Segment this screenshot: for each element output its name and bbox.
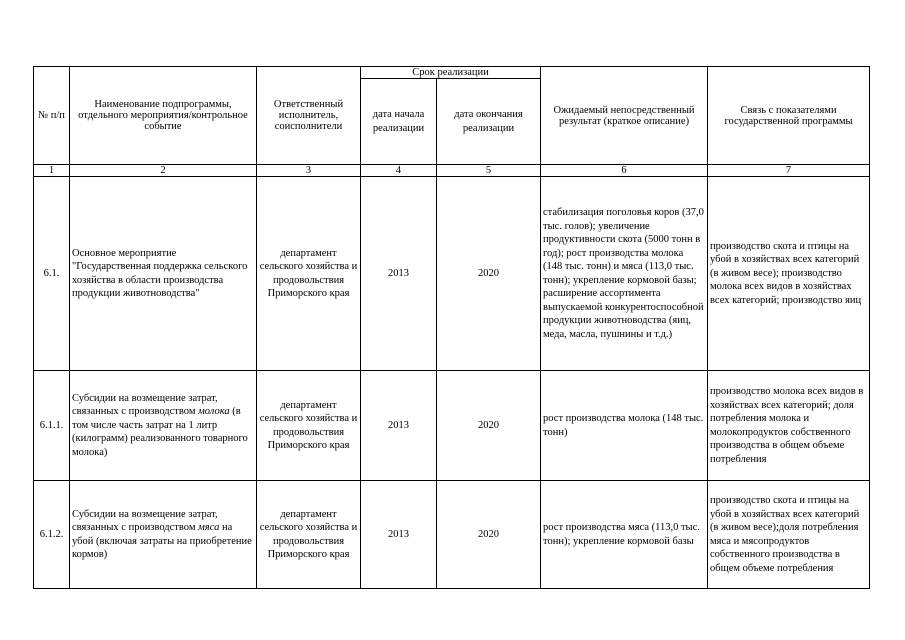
table-row: [34, 371, 870, 481]
row-link: производство скота и птицы на убой в хозяйствах всех категорий (в живом весе); производство молока всех видов в хозяйствах всех категорий; производство яиц: [708, 177, 870, 371]
row-name: [70, 481, 257, 589]
row-executor: департамент сельского хозяйства и продовольствия Приморского края: [257, 481, 361, 589]
column-number: 7: [708, 165, 870, 177]
header-result: Ожидаемый непосредственный результат (краткое описание): [541, 67, 708, 165]
row-end: 2020: [437, 481, 541, 589]
row-start: 2013: [361, 177, 437, 371]
column-number: 4: [361, 165, 437, 177]
row-link: производство скота и птицы на убой в хозяйствах всех категорий (в живом весе);доля потребления мяса и мясопродуктов собственного производства в общем объеме потребления: [708, 481, 870, 589]
row-num: 6.1.: [34, 177, 70, 371]
column-number: 1: [34, 165, 70, 177]
table-row: [34, 177, 870, 371]
name-text: Субсидии на возмещение затрат, связанных с производством: [72, 508, 218, 533]
row-start: 2013: [361, 371, 437, 481]
header-link: Связь с показателями государственной программы: [708, 67, 870, 165]
column-number: 3: [257, 165, 361, 177]
name-emphasis: мяса: [198, 522, 220, 533]
row-result: рост производства мяса (113,0 тыс. тонн); укрепление кормовой базы: [541, 481, 708, 589]
row-link: производство молока всех видов в хозяйствах всех категорий; доля потребления молока и молокопродуктов собственного производства в общем объеме потребления: [708, 371, 870, 481]
name-text: на убой (включая затраты на приобретение кормов): [72, 522, 252, 560]
row-num: 6.1.1.: [34, 371, 70, 481]
name-text: (в том числе часть затрат на 1 литр (килограмм) реализованного товарного молока): [72, 406, 248, 458]
column-number: 5: [437, 165, 541, 177]
table-row: [34, 481, 870, 589]
row-result: стабилизация поголовья коров (37,0 тыс. голов); увеличение продуктивности скота (5000 тонн в год); рост производства молока (148 тыс. тонн) и мяса (113,0 тыс. тонн); укрепление кормовой базы; расширение ассортимента выпускаемой конкурентоспособной продукции животноводства (яиц, меда, масла, пушнины и т.д.): [541, 177, 708, 371]
header-start: дата начала реализации: [361, 79, 437, 165]
row-result: рост производства молока (148 тыс. тонн): [541, 371, 708, 481]
header-term-group: Срок реализации: [361, 67, 541, 79]
row-name: [70, 371, 257, 481]
header-name: Наименование подпрограммы, отдельного мероприятия/контрольное событие: [70, 67, 257, 165]
program-table: [33, 66, 870, 589]
name-emphasis: молока: [198, 406, 230, 418]
row-start: 2013: [361, 481, 437, 589]
column-number: 6: [541, 165, 708, 177]
header-end: дата окончания реализации: [437, 79, 541, 165]
name-text: Субсидии на возмещение затрат, связанных с производством: [72, 392, 218, 418]
row-executor: департамент сельского хозяйства и продовольствия Приморского края: [257, 177, 361, 371]
row-num: 6.1.2.: [34, 481, 70, 589]
row-name: Основное мероприятие "Государственная поддержка сельского хозяйства в области производства продукции животноводства": [70, 177, 257, 371]
row-end: 2020: [437, 177, 541, 371]
row-end: 2020: [437, 371, 541, 481]
table-header-row: [34, 67, 870, 79]
header-num: № п/п: [34, 67, 70, 165]
column-number-row: [34, 165, 870, 177]
row-executor: департамент сельского хозяйства и продовольствия Приморского края: [257, 371, 361, 481]
header-executor: Ответственный исполнитель, соисполнители: [257, 67, 361, 165]
column-number: 2: [70, 165, 257, 177]
